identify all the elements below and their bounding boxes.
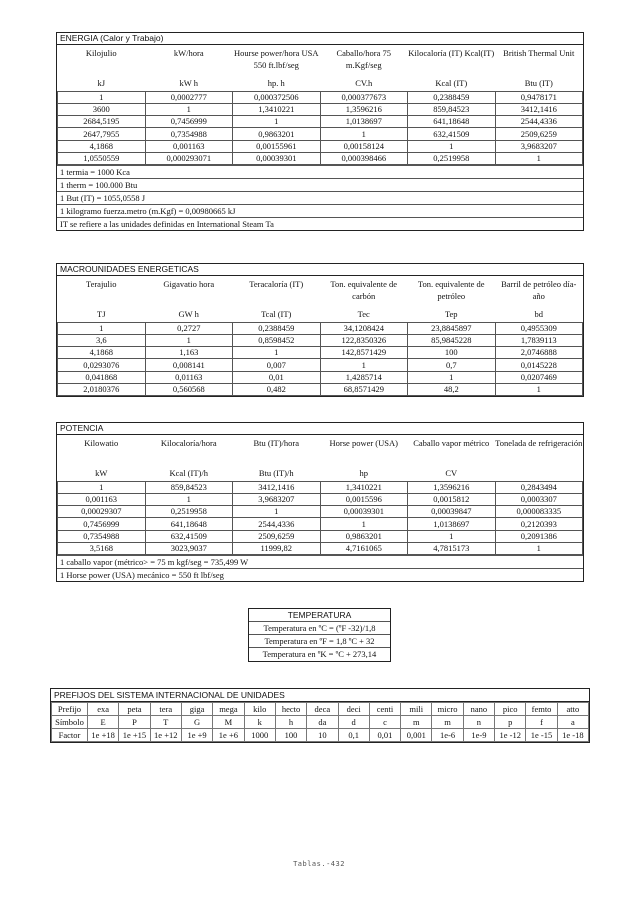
- table-cell: 0,000372506: [233, 91, 321, 103]
- prefix-cell: hecto: [275, 703, 306, 716]
- table-cell: 0,00155961: [233, 140, 321, 152]
- column-header-label: Teracaloría (IT): [249, 279, 304, 289]
- column-unit-label: CV: [445, 467, 458, 478]
- prefix-cell: micro: [432, 703, 463, 716]
- table-cell: 859,84523: [408, 103, 496, 115]
- table-cell: 3,5168: [58, 542, 146, 554]
- prefix-cell: 1e -12: [495, 729, 526, 742]
- macro-header-1: [145, 276, 233, 322]
- prefix-cell: d: [338, 716, 369, 729]
- prefix-cell: centi: [369, 703, 400, 716]
- table-cell: 4,7815173: [408, 542, 496, 554]
- table-cell: 2647,7955: [58, 128, 146, 140]
- prefix-row-label: Símbolo: [52, 716, 88, 729]
- table-row: [58, 383, 583, 395]
- table-cell: 0,00039301: [233, 152, 321, 164]
- prefix-cell: 1e-6: [432, 729, 463, 742]
- column-header-label: British Thermal Unit: [503, 48, 575, 58]
- table-cell: 1: [58, 91, 146, 103]
- prefix-row: [52, 703, 589, 716]
- energia-header-5: [495, 45, 583, 91]
- table-row: [58, 371, 583, 383]
- column-unit-label: hp: [359, 467, 368, 478]
- prefix-row-label: Prefijo: [52, 703, 88, 716]
- macro-header-4: [408, 276, 496, 322]
- table-cell: 0,00039847: [408, 506, 496, 518]
- prefix-cell: giga: [181, 703, 212, 716]
- potencia-header-3: [320, 435, 408, 481]
- energia-note: 1 termia = 1000 Kca: [57, 165, 583, 178]
- table-cell: 0,7354988: [145, 128, 233, 140]
- page-footer: Tablas.-432: [293, 860, 345, 868]
- prefix-cell: c: [369, 716, 400, 729]
- table-cell: 0,7456999: [145, 116, 233, 128]
- table-row: [58, 140, 583, 152]
- potencia-note: 1 Horse power (USA) mecánico = 550 ft lbf/seg: [57, 568, 583, 581]
- table-cell: 3,9683207: [233, 493, 321, 505]
- prefix-cell: 1000: [244, 729, 275, 742]
- column-header-label: kW/hora: [173, 48, 204, 58]
- column-unit-label: bd: [534, 308, 543, 319]
- table-row: [58, 322, 583, 334]
- temperature-formula-c: Temperatura en ºC = (ºF -32)/1,8: [249, 622, 390, 635]
- column-header-label: Horse power (USA): [329, 438, 398, 448]
- prefix-cell: 10: [307, 729, 338, 742]
- table-cell: 1: [320, 128, 408, 140]
- column-header-label: Ton. equivalente de petróleo: [417, 279, 485, 301]
- table-cell: 1: [145, 493, 233, 505]
- table-cell: 0,0293076: [58, 359, 146, 371]
- table-cell: 0,7354988: [58, 530, 146, 542]
- energia-note: 1 therm = 100.000 Btu: [57, 178, 583, 191]
- table-cell: 4,1868: [58, 347, 146, 359]
- prefix-row: [52, 716, 589, 729]
- column-header-label: Kilojulio: [85, 48, 117, 58]
- table-cell: 3412,1416: [495, 103, 583, 115]
- table-cell: 1: [145, 334, 233, 346]
- column-header-label: Ton. equivalente de carbón: [330, 279, 398, 301]
- column-header-label: Kilocaloría/hora: [160, 438, 217, 448]
- table-cell: 1: [233, 347, 321, 359]
- prefixes-title: PREFIJOS DEL SISTEMA INTERNACIONAL DE UNIDADES: [51, 689, 589, 702]
- column-unit-label: kJ: [97, 77, 106, 88]
- table-cell: 641,18648: [145, 518, 233, 530]
- table-cell: 1: [495, 152, 583, 164]
- table-cell: 3600: [58, 103, 146, 115]
- potencia-note: 1 caballo vapor (métrico> = 75 m kgf/seg = 735,499 W: [57, 555, 583, 568]
- prefix-cell: f: [526, 716, 557, 729]
- macro-header-5: [495, 276, 583, 322]
- table-cell: 0,008141: [145, 359, 233, 371]
- table-cell: 3412,1416: [233, 481, 321, 493]
- prefixes-table: [50, 688, 590, 743]
- table-cell: 0,000083335: [495, 506, 583, 518]
- table-row: [58, 152, 583, 164]
- energia-header-3: [320, 45, 408, 91]
- table-cell: 1: [320, 518, 408, 530]
- potencia-grid: [57, 435, 583, 555]
- column-header-label: Btu (IT)/hora: [253, 438, 300, 448]
- table-cell: 1,3596216: [320, 103, 408, 115]
- table-cell: 2544,4336: [233, 518, 321, 530]
- prefix-cell: a: [557, 716, 588, 729]
- column-header-label: Caballo/hora 75 m.Kgf/seg: [336, 48, 392, 70]
- table-cell: 2,0746888: [495, 347, 583, 359]
- column-header-label: Kilocaloría (IT) Kcal(IT): [408, 48, 495, 58]
- table-row: [58, 334, 583, 346]
- table-cell: 0,0003307: [495, 493, 583, 505]
- column-unit-label: GW h: [178, 308, 199, 319]
- table-cell: 0,0015812: [408, 493, 496, 505]
- column-unit-label: CV.h: [355, 77, 373, 88]
- table-row: [58, 359, 583, 371]
- prefix-cell: 0,01: [369, 729, 400, 742]
- table-cell: 1,163: [145, 347, 233, 359]
- prefix-cell: mili: [401, 703, 432, 716]
- prefix-cell: 0,001: [401, 729, 432, 742]
- table-cell: 1: [58, 322, 146, 334]
- table-cell: 2684,5195: [58, 116, 146, 128]
- table-cell: 3,6: [58, 334, 146, 346]
- table-cell: 0,041868: [58, 371, 146, 383]
- table-cell: 48,2: [408, 383, 496, 395]
- table-cell: 142,8571429: [320, 347, 408, 359]
- prefix-cell: femto: [526, 703, 557, 716]
- prefix-cell: exa: [88, 703, 119, 716]
- table-cell: 632,41509: [145, 530, 233, 542]
- prefix-cell: T: [150, 716, 181, 729]
- table-row: [58, 91, 583, 103]
- table-cell: 0,001163: [145, 140, 233, 152]
- column-header-label: Kilowatio: [84, 438, 119, 448]
- prefix-cell: tera: [150, 703, 181, 716]
- table-cell: 0,01163: [145, 371, 233, 383]
- table-cell: 1: [408, 371, 496, 383]
- table-cell: 122,8350326: [320, 334, 408, 346]
- table-cell: 1: [408, 140, 496, 152]
- prefix-cell: 1e +18: [88, 729, 119, 742]
- prefix-cell: atto: [557, 703, 588, 716]
- table-row: [58, 506, 583, 518]
- table-cell: 0,007: [233, 359, 321, 371]
- energia-header-0: [58, 45, 146, 91]
- table-cell: 0,9478171: [495, 91, 583, 103]
- table-cell: 1: [233, 506, 321, 518]
- prefix-cell: deca: [307, 703, 338, 716]
- prefix-cell: m: [432, 716, 463, 729]
- table-cell: 11999,82: [233, 542, 321, 554]
- prefix-cell: peta: [119, 703, 150, 716]
- prefix-cell: h: [275, 716, 306, 729]
- table-cell: 1,3410221: [233, 103, 321, 115]
- table-cell: 68,8571429: [320, 383, 408, 395]
- prefix-cell: n: [463, 716, 494, 729]
- table-cell: 0,8598452: [233, 334, 321, 346]
- column-header-label: Caballo vapor métrico: [413, 438, 490, 448]
- column-header-label: Tonelada de refrigeración: [495, 438, 583, 448]
- table-cell: 1,0138697: [408, 518, 496, 530]
- table-cell: 0,2519958: [408, 152, 496, 164]
- macro-header-0: [58, 276, 146, 322]
- prefix-cell: k: [244, 716, 275, 729]
- table-cell: 0,2120393: [495, 518, 583, 530]
- table-cell: 0,7: [408, 359, 496, 371]
- potencia-header-5: [495, 435, 583, 481]
- prefix-cell: deci: [338, 703, 369, 716]
- column-unit-label: Btu (IT): [524, 77, 553, 88]
- prefix-cell: p: [495, 716, 526, 729]
- table-row: [58, 493, 583, 505]
- energia-grid: [57, 45, 583, 165]
- prefix-row: [52, 729, 589, 742]
- table-row: [58, 103, 583, 115]
- energia-title: ENERGIA (Calor y Trabajo): [57, 33, 583, 45]
- macro-title: MACROUNIDADES ENERGETICAS: [57, 264, 583, 276]
- table-cell: 1: [495, 542, 583, 554]
- table-cell: 0,2727: [145, 322, 233, 334]
- prefix-cell: 100: [275, 729, 306, 742]
- column-unit-label: Kcal (IT): [435, 77, 468, 88]
- table-cell: 1: [233, 116, 321, 128]
- table-cell: 0,2091386: [495, 530, 583, 542]
- prefix-cell: G: [181, 716, 212, 729]
- table-cell: 0,2519958: [145, 506, 233, 518]
- potencia-header-2: [233, 435, 321, 481]
- prefix-cell: mega: [213, 703, 244, 716]
- table-row: [58, 530, 583, 542]
- macro-grid: [57, 276, 583, 396]
- energia-note: 1 kilogramo fuerza.metro (m.Kgf) = 0,00980665 kJ: [57, 204, 583, 217]
- table-cell: 641,18648: [408, 116, 496, 128]
- prefix-cell: m: [401, 716, 432, 729]
- table-cell: 0,2388459: [408, 91, 496, 103]
- column-header-label: Barril de petróleo día-año: [501, 279, 577, 301]
- prefix-cell: 1e +6: [213, 729, 244, 742]
- table-cell: 0,01: [233, 371, 321, 383]
- table-cell: 1: [320, 359, 408, 371]
- table-cell: 859,84523: [145, 481, 233, 493]
- prefix-cell: 1e -15: [526, 729, 557, 742]
- table-cell: 23,8845897: [408, 322, 496, 334]
- table-cell: 0,00158124: [320, 140, 408, 152]
- table-cell: 1,3596216: [408, 481, 496, 493]
- table-cell: 34,1208424: [320, 322, 408, 334]
- prefix-cell: M: [213, 716, 244, 729]
- table-cell: 0,00029307: [58, 506, 146, 518]
- table-cell: 1,7839113: [495, 334, 583, 346]
- column-unit-label: hp. h: [267, 77, 285, 88]
- table-cell: 0,0207469: [495, 371, 583, 383]
- table-cell: 0,482: [233, 383, 321, 395]
- column-unit-label: Btu (IT)/h: [258, 467, 294, 478]
- table-cell: 1,4285714: [320, 371, 408, 383]
- column-unit-label: Kcal (IT)/h: [169, 467, 208, 478]
- table-cell: 1: [495, 383, 583, 395]
- column-header-label: Hourse power/hora USA 550 ft.lbf/seg: [233, 48, 319, 70]
- energia-header-2: [233, 45, 321, 91]
- table-cell: 0,00039301: [320, 506, 408, 518]
- prefix-cell: kilo: [244, 703, 275, 716]
- prefix-cell: 1e +9: [181, 729, 212, 742]
- table-row: [58, 542, 583, 554]
- column-unit-label: Tep: [444, 308, 458, 319]
- temperature-formula-f: Temperatura en ºF = 1,8 ºC + 32: [249, 635, 390, 648]
- prefix-cell: da: [307, 716, 338, 729]
- table-row: [58, 518, 583, 530]
- table-row: [58, 116, 583, 128]
- macro-header-2: [233, 276, 321, 322]
- column-unit-label: Tec: [357, 308, 370, 319]
- potencia-table: [56, 422, 584, 582]
- table-cell: 3,9683207: [495, 140, 583, 152]
- energia-table: [56, 32, 584, 231]
- column-unit-label: Tcal (IT): [261, 308, 292, 319]
- table-cell: 1,3410221: [320, 481, 408, 493]
- column-header-label: Terajulio: [85, 279, 117, 289]
- table-cell: 632,41509: [408, 128, 496, 140]
- table-cell: 2509,6259: [495, 128, 583, 140]
- column-header-label: Gigavatio hora: [163, 279, 215, 289]
- prefix-row-label: Factor: [52, 729, 88, 742]
- table-cell: 0,000293071: [145, 152, 233, 164]
- prefixes-grid: [51, 702, 589, 742]
- potencia-title: POTENCIA: [57, 423, 583, 435]
- table-cell: 3023,9037: [145, 542, 233, 554]
- column-unit-label: kW h: [179, 77, 198, 88]
- table-cell: 1: [408, 530, 496, 542]
- potencia-header-0: [58, 435, 146, 481]
- prefix-cell: 1e-9: [463, 729, 494, 742]
- table-row: [58, 128, 583, 140]
- prefix-cell: 1e +15: [119, 729, 150, 742]
- table-cell: 0,560568: [145, 383, 233, 395]
- potencia-header-1: [145, 435, 233, 481]
- table-cell: 0,9863201: [320, 530, 408, 542]
- temperature-box: [248, 608, 391, 662]
- table-cell: 0,0145228: [495, 359, 583, 371]
- table-cell: 1,0550559: [58, 152, 146, 164]
- table-cell: 4,7161065: [320, 542, 408, 554]
- temperature-title: TEMPERATURA: [249, 609, 390, 622]
- table-cell: 0,000377673: [320, 91, 408, 103]
- table-cell: 2544,4336: [495, 116, 583, 128]
- energia-header-1: [145, 45, 233, 91]
- table-cell: 0,9863201: [233, 128, 321, 140]
- table-cell: 100: [408, 347, 496, 359]
- table-cell: 0,0015596: [320, 493, 408, 505]
- table-cell: 0,000398466: [320, 152, 408, 164]
- table-cell: 1,0138697: [320, 116, 408, 128]
- table-cell: 1: [58, 481, 146, 493]
- table-cell: 4,1868: [58, 140, 146, 152]
- table-row: [58, 347, 583, 359]
- table-cell: 0,0002777: [145, 91, 233, 103]
- table-cell: 0,7456999: [58, 518, 146, 530]
- energia-header-4: [408, 45, 496, 91]
- energia-note: IT se refiere a las unidades definidas en International Steam Ta: [57, 217, 583, 230]
- table-cell: 2509,6259: [233, 530, 321, 542]
- table-cell: 85,9845228: [408, 334, 496, 346]
- prefix-cell: 1e +12: [150, 729, 181, 742]
- energia-note: 1 But (IT) = 1055,0558 J: [57, 191, 583, 204]
- table-row: [58, 481, 583, 493]
- temperature-formula-k: Temperatura en ºK = ºC + 273,14: [262, 649, 377, 659]
- table-cell: 0,4955309: [495, 322, 583, 334]
- prefix-cell: 1e -18: [557, 729, 588, 742]
- potencia-header-4: [408, 435, 496, 481]
- table-cell: 0,2388459: [233, 322, 321, 334]
- macro-table: [56, 263, 584, 397]
- prefix-cell: 0,1: [338, 729, 369, 742]
- table-cell: 0,2843494: [495, 481, 583, 493]
- prefix-cell: pico: [495, 703, 526, 716]
- macro-header-3: [320, 276, 408, 322]
- table-cell: 2,0180376: [58, 383, 146, 395]
- prefix-cell: nano: [463, 703, 494, 716]
- prefix-cell: E: [88, 716, 119, 729]
- prefix-cell: P: [119, 716, 150, 729]
- table-cell: 1: [145, 103, 233, 115]
- column-unit-label: TJ: [97, 308, 106, 319]
- column-unit-label: kW: [95, 467, 108, 478]
- table-cell: 0,001163: [58, 493, 146, 505]
